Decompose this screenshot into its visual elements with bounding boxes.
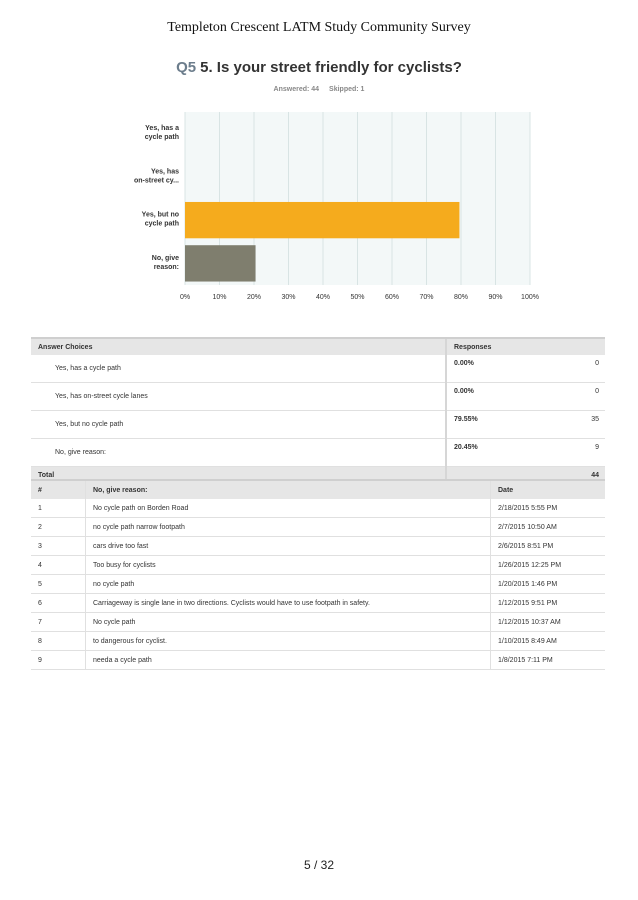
answer-choice: Yes, but no cycle path xyxy=(31,411,446,439)
reason-date: 2/18/2015 5:55 PM xyxy=(491,499,606,518)
table-row xyxy=(31,383,605,411)
reason-text: needa a cycle path xyxy=(86,651,491,670)
table-row xyxy=(31,575,605,594)
x-tick-label: 100% xyxy=(521,294,539,301)
reasons-header-row xyxy=(31,480,605,499)
response-percent: 0.00% xyxy=(446,383,557,411)
question-text: 5. Is your street friendly for cyclists? xyxy=(200,59,462,76)
response-count: 0 xyxy=(557,383,605,411)
answer-choice: No, give reason: xyxy=(31,439,446,467)
reason-text: no cycle path xyxy=(86,575,491,594)
reason-number: 6 xyxy=(31,594,86,613)
responses-header: Responses xyxy=(446,338,605,355)
reason-text: No cycle path on Borden Road xyxy=(86,499,491,518)
x-tick-label: 80% xyxy=(453,294,469,301)
response-percent: 79.55% xyxy=(446,411,557,439)
answer-choice: Yes, has on-street cycle lanes xyxy=(31,383,446,411)
reason-number: 1 xyxy=(31,499,86,518)
table-row xyxy=(31,439,605,467)
response-percent: 20.45% xyxy=(446,439,557,467)
reason-date: 2/7/2015 10:50 AM xyxy=(491,518,606,537)
question-title xyxy=(0,59,638,76)
reason-text: cars drive too fast xyxy=(86,537,491,556)
table-row xyxy=(31,613,605,632)
reason-date: 1/10/2015 8:49 AM xyxy=(491,632,606,651)
bar xyxy=(185,202,459,238)
reasons-number-header: # xyxy=(31,480,86,499)
category-label: Yes, but no xyxy=(141,211,179,219)
question-number: Q5 xyxy=(176,59,197,76)
reason-date: 1/8/2015 7:11 PM xyxy=(491,651,606,670)
reason-number: 5 xyxy=(31,575,86,594)
table-row xyxy=(31,651,605,670)
reason-number: 3 xyxy=(31,537,86,556)
reason-text: Carriageway is single lane in two directions. Cyclists would have to use footpath in safety. xyxy=(86,594,491,613)
table-row xyxy=(31,518,605,537)
x-tick-label: 60% xyxy=(384,294,400,301)
table-row xyxy=(31,537,605,556)
category-label: reason: xyxy=(153,263,179,271)
total-label: Total xyxy=(31,467,446,485)
category-label: cycle path xyxy=(144,220,179,228)
response-count: 0 xyxy=(557,355,605,383)
reason-text: No cycle path xyxy=(86,613,491,632)
category-label: on-street cy... xyxy=(134,177,179,185)
reasons-reason-header: No, give reason: xyxy=(86,480,491,499)
category-label: No, give xyxy=(151,254,179,262)
x-tick-label: 70% xyxy=(419,294,434,301)
reason-number: 2 xyxy=(31,518,86,537)
reason-text: Too busy for cyclists xyxy=(86,556,491,575)
bar xyxy=(185,245,256,281)
response-percent: 0.00% xyxy=(446,355,557,383)
category-label: Yes, has a xyxy=(145,125,179,133)
table-row xyxy=(31,594,605,613)
answer-choices-header: Answer Choices xyxy=(31,338,446,355)
page-number: 5 / 32 xyxy=(303,858,335,872)
reason-number: 7 xyxy=(31,613,86,632)
x-tick-label: 50% xyxy=(350,294,365,301)
table-row xyxy=(31,411,605,439)
answered-count: Answered: 44 xyxy=(273,86,320,93)
reasons-date-header: Date xyxy=(491,480,606,499)
reason-number: 8 xyxy=(31,632,86,651)
x-tick-label: 40% xyxy=(315,294,331,301)
reason-date: 1/26/2015 12:25 PM xyxy=(491,556,606,575)
reason-text: to dangerous for cyclist. xyxy=(86,632,491,651)
table-row xyxy=(31,632,605,651)
bar-chart xyxy=(0,100,638,310)
document-header: Templeton Crescent LATM Study Community Survey xyxy=(167,20,471,35)
category-label: cycle path xyxy=(144,134,179,142)
x-tick-label: 0% xyxy=(179,294,191,301)
reasons-table xyxy=(31,479,605,670)
reason-date: 1/12/2015 9:51 PM xyxy=(491,594,606,613)
x-tick-label: 20% xyxy=(246,294,262,301)
reason-date: 1/20/2015 1:46 PM xyxy=(491,575,606,594)
x-tick-label: 90% xyxy=(488,294,503,301)
answer-choices-table xyxy=(31,337,605,485)
table-row xyxy=(31,355,605,383)
response-summary xyxy=(0,86,638,93)
x-tick-label: 10% xyxy=(212,294,227,301)
answer-choice: Yes, has a cycle path xyxy=(31,355,446,383)
reason-number: 4 xyxy=(31,556,86,575)
table-row xyxy=(31,556,605,575)
reason-date: 1/12/2015 10:37 AM xyxy=(491,613,606,632)
category-label: Yes, has xyxy=(150,168,179,176)
table-row xyxy=(31,499,605,518)
reason-date: 2/6/2015 8:51 PM xyxy=(491,537,606,556)
reason-text: no cycle path narrow footpath xyxy=(86,518,491,537)
x-tick-label: 30% xyxy=(281,294,296,301)
reason-number: 9 xyxy=(31,651,86,670)
answers-header-row xyxy=(31,338,605,355)
response-count: 35 xyxy=(557,411,605,439)
response-count: 9 xyxy=(557,439,605,467)
skipped-count: Skipped: 1 xyxy=(329,86,365,93)
total-value: 44 xyxy=(557,467,605,485)
